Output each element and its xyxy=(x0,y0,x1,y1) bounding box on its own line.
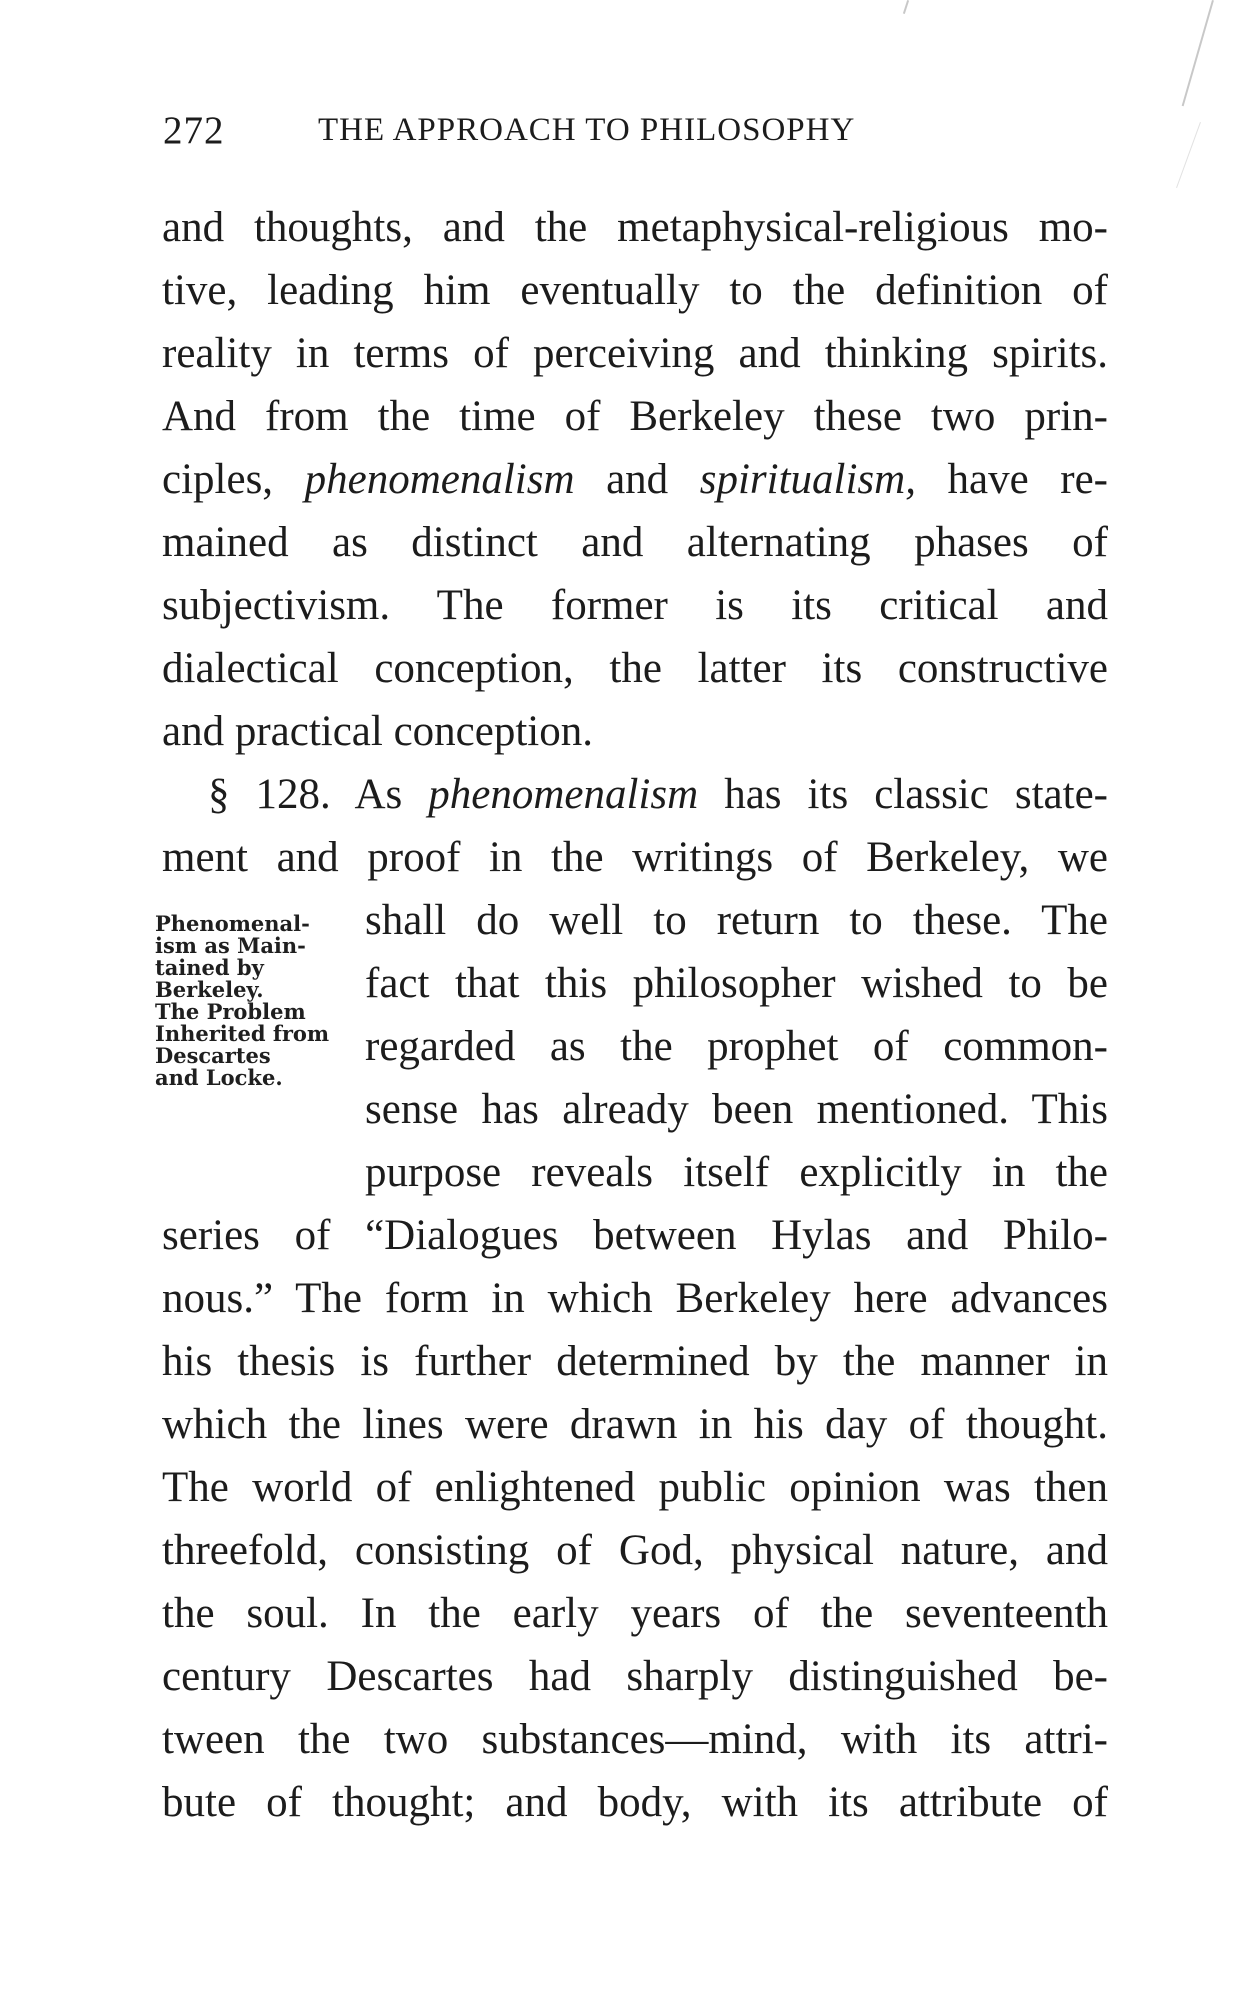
margin-note-line: Berkeley. xyxy=(155,977,264,1002)
emphasis: phenomenalism xyxy=(304,456,575,503)
scan-mark xyxy=(1182,0,1214,106)
text-run: § 128. As xyxy=(208,771,429,818)
margin-note-line: and Locke. xyxy=(155,1065,283,1090)
text-line: the soul. In the early years of the seventeenth xyxy=(162,1590,1108,1637)
text-run: and xyxy=(574,456,700,503)
page-number: 272 xyxy=(163,109,225,152)
text-line: his thesis is further determined by the manner in xyxy=(162,1338,1108,1385)
text-line: bute of thought; and body, with its attribute of xyxy=(162,1779,1108,1826)
text-line: and practical conception. xyxy=(162,708,593,755)
text-line: subjectivism. The former is its critical and xyxy=(162,582,1108,629)
margin-note-line: The Problem xyxy=(155,999,306,1024)
text-line xyxy=(162,454,1108,506)
text-line: century Descartes had sharply distinguished be- xyxy=(162,1653,1108,1700)
scan-mark xyxy=(903,0,909,14)
margin-note xyxy=(155,913,355,1089)
margin-note-line: Descartes xyxy=(155,1043,271,1068)
text-line: tive, leading him eventually to the definition of xyxy=(162,267,1108,314)
scan-mark xyxy=(1176,122,1201,188)
text-line: sense has already been mentioned. This xyxy=(365,1086,1108,1133)
text-line: regarded as the prophet of common- xyxy=(365,1023,1108,1070)
text-line: nous.” The form in which Berkeley here advances xyxy=(162,1275,1108,1322)
text-line: which the lines were drawn in his day of thought. xyxy=(162,1401,1108,1448)
text-line: and thoughts, and the metaphysical-religious mo- xyxy=(162,204,1108,251)
text-line: reality in terms of perceiving and thinking spirits. xyxy=(162,330,1108,377)
text-line: tween the two substances—mind, with its attri- xyxy=(162,1716,1108,1763)
text-line: The world of enlightened public opinion was then xyxy=(162,1464,1108,1511)
text-line: dialectical conception, the latter its constructive xyxy=(162,645,1108,692)
text-line: fact that this philosopher wished to be xyxy=(365,960,1108,1007)
text-line: threefold, consisting of God, physical nature, and xyxy=(162,1527,1108,1574)
emphasis: phenomenalism xyxy=(428,771,699,818)
running-title: THE APPROACH TO PHILOSOPHY xyxy=(318,112,856,148)
margin-note-line: tained by xyxy=(155,955,264,980)
text-line: And from the time of Berkeley these two prin- xyxy=(162,393,1108,440)
emphasis: spiritualism, xyxy=(699,456,916,503)
margin-note-line: ism as Main- xyxy=(155,933,306,958)
text-line: shall do well to return to these. The xyxy=(365,897,1108,944)
margin-note-line: Phenomenal- xyxy=(155,911,310,936)
text-line: ment and proof in the writings of Berkeley, we xyxy=(162,834,1108,881)
page-header xyxy=(163,108,1103,168)
text-run: ciples, xyxy=(162,456,305,503)
text-run: have re- xyxy=(915,456,1108,503)
text-run: has its classic state- xyxy=(698,771,1108,818)
text-line xyxy=(208,769,1108,821)
text-line: purpose reveals itself explicitly in the xyxy=(365,1149,1108,1196)
text-line: mained as distinct and alternating phases of xyxy=(162,519,1108,566)
text-line: series of “Dialogues between Hylas and Philo- xyxy=(162,1212,1108,1259)
margin-note-line: Inherited from xyxy=(155,1021,330,1046)
